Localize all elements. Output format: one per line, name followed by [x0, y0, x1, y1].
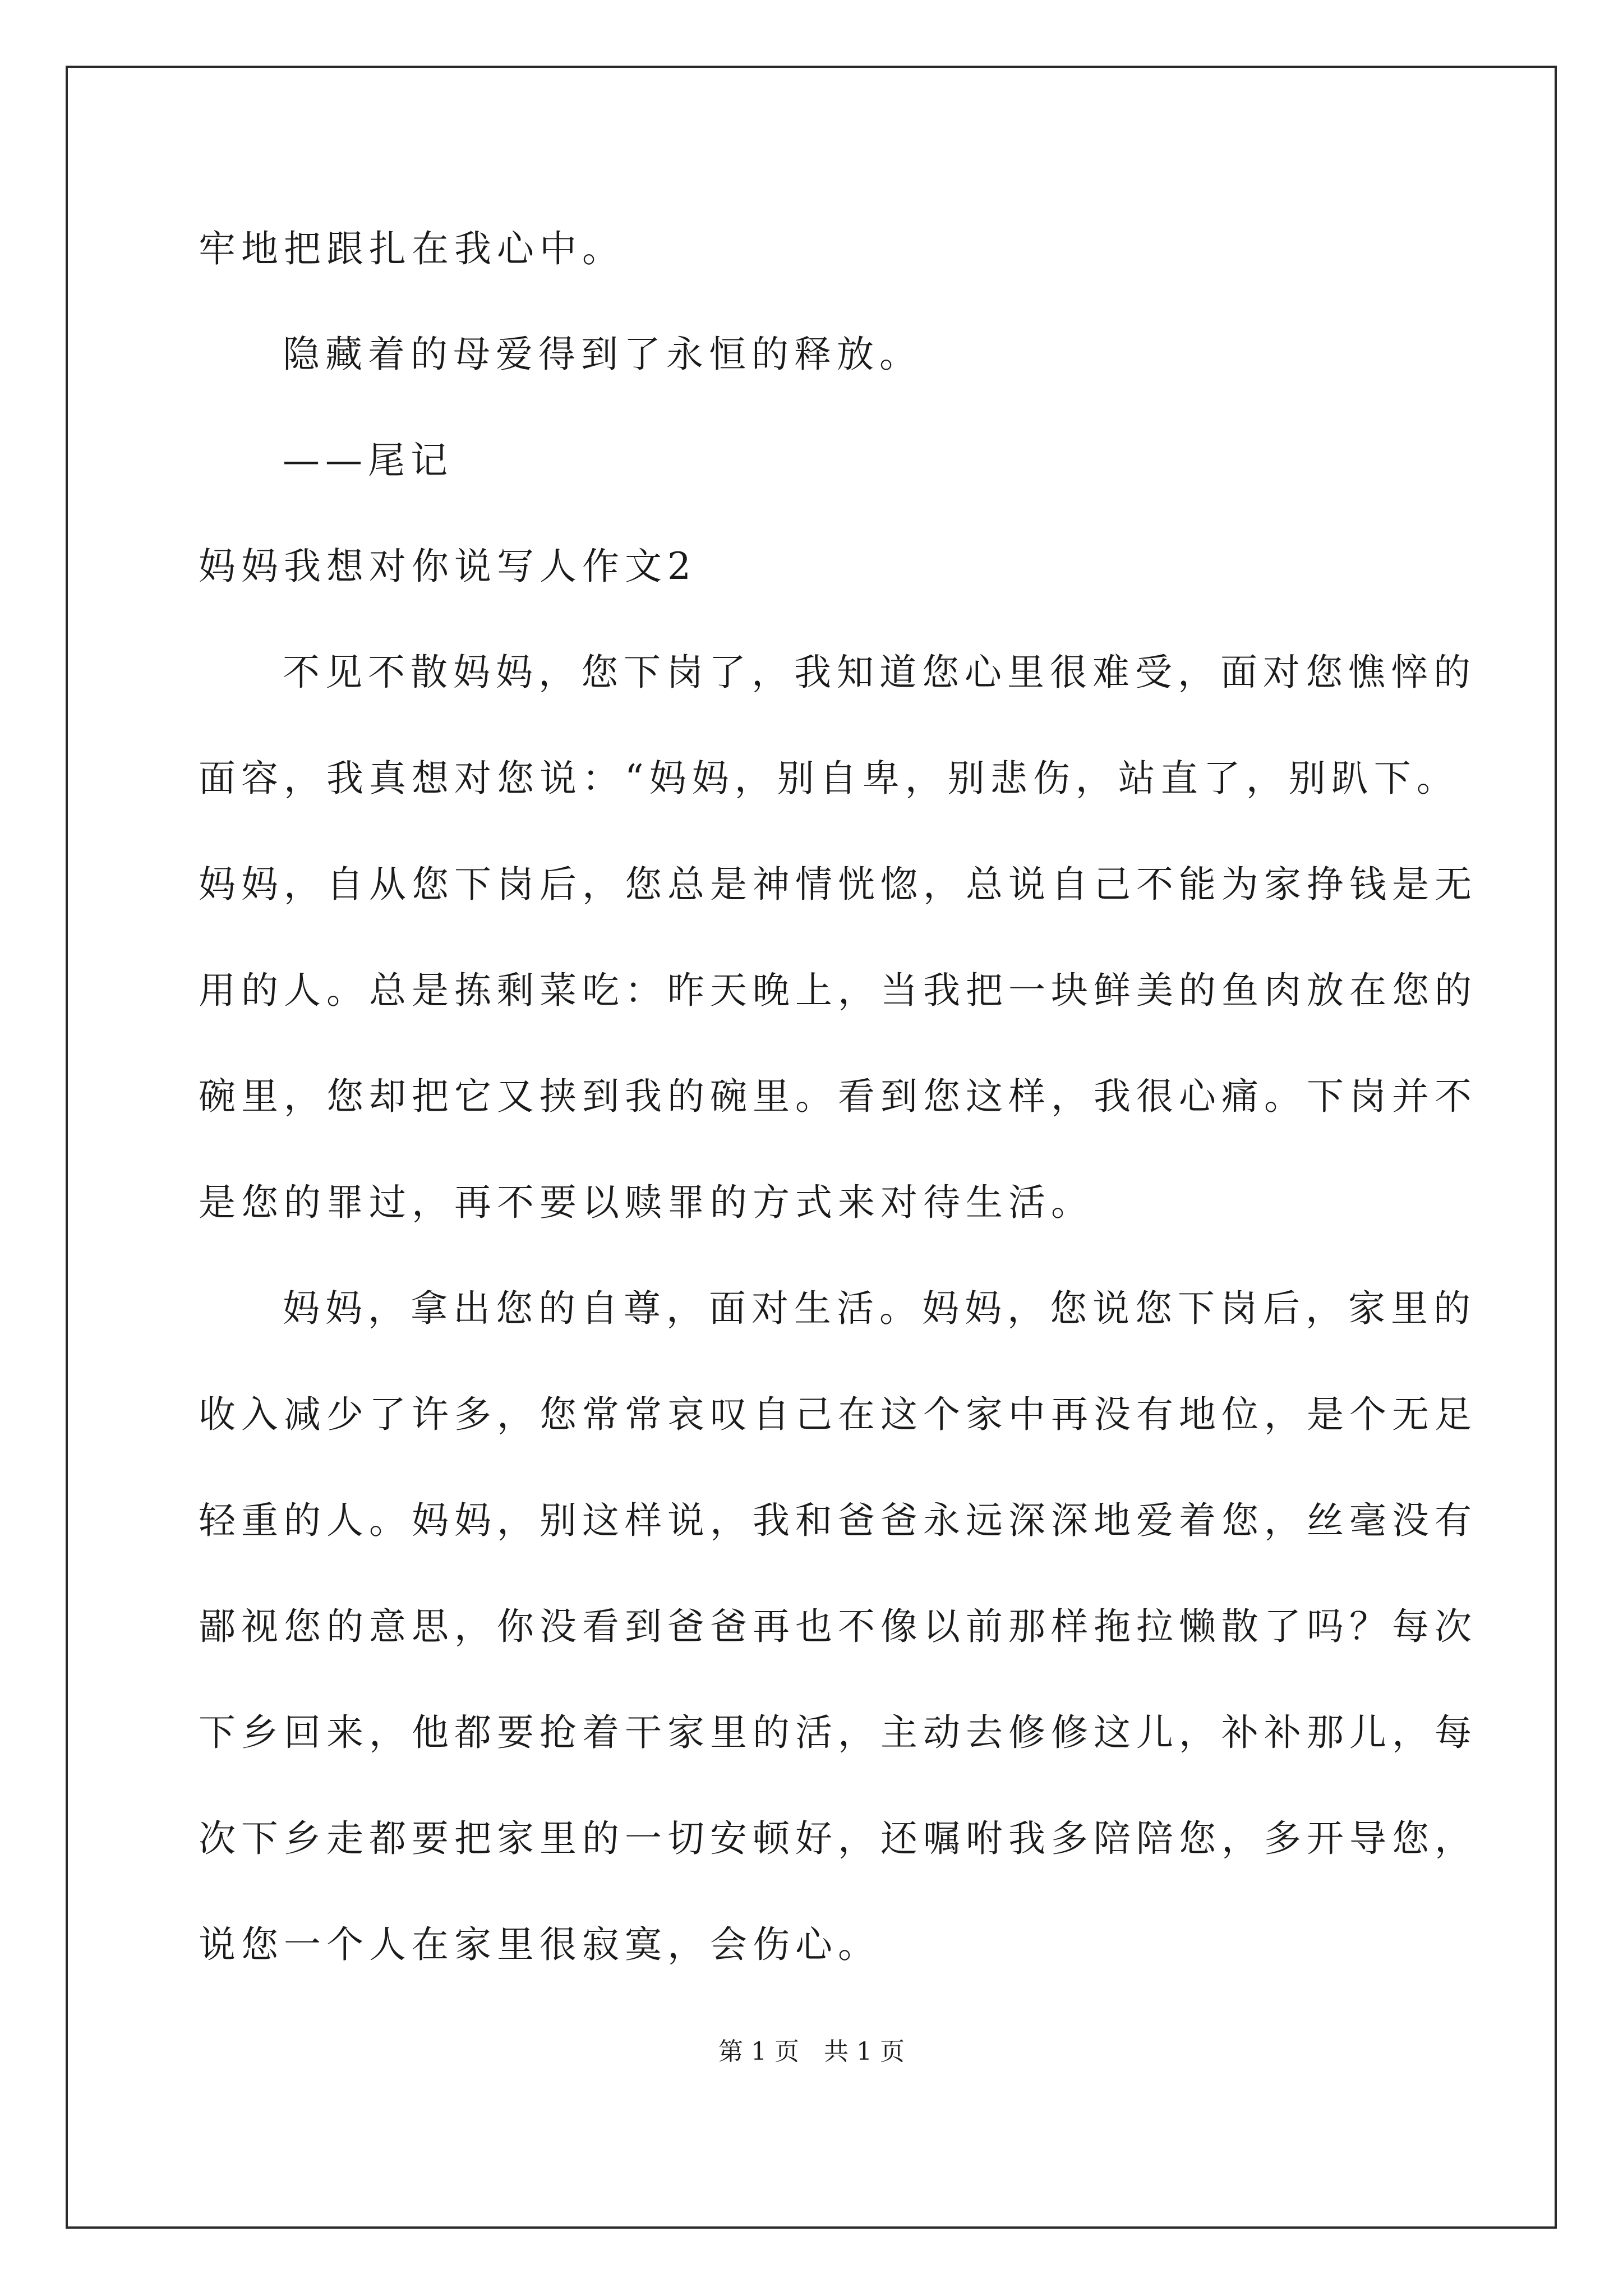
- text-line: 妈妈，拿出您的自尊，面对生活。妈妈，您说您下岗后，家里的: [283, 1287, 1476, 1330]
- text-line: 不见不散妈妈，您下岗了，我知道您心里很难受，面对您憔悴的: [283, 651, 1476, 694]
- text-line-continuation: 牢地把跟扎在我心中。: [199, 227, 625, 270]
- page-border: [66, 66, 1557, 2229]
- text-line: 次下乡走都要把家里的一切安顿好，还嘱咐我多陪陪您，多开导您，: [199, 1817, 1477, 1860]
- page-number-footer: 第 1 页 共 1 页: [718, 2037, 905, 2066]
- text-line: 用的人。总是拣剩菜吃：昨天晚上，当我把一块鲜美的鱼肉放在您的: [199, 969, 1477, 1012]
- text-line: 下乡回来，他都要抢着干家里的活，主动去修修这儿，补补那儿，每: [199, 1711, 1477, 1754]
- text-line: 是您的罪过，再不要以赎罪的方式来对待生活。: [199, 1181, 1094, 1224]
- text-line-paragraph: 隐藏着的母爱得到了永恒的释放。: [283, 333, 922, 376]
- text-line: 轻重的人。妈妈，别这样说，我和爸爸永远深深地爱着您，丝毫没有: [199, 1499, 1477, 1542]
- text-line: 鄙视您的意思，你没看到爸爸再也不像以前那样拖拉懒散了吗？每次: [199, 1605, 1477, 1648]
- text-line: 面容，我真想对您说：“妈妈，别自卑，别悲伤，站直了，别趴下。: [199, 757, 1459, 800]
- essay-title: 妈妈我想对你说写人作文2: [199, 545, 697, 588]
- text-line: 说您一个人在家里很寂寞，会伤心。: [199, 1923, 880, 1966]
- text-line: 碗里，您却把它又挟到我的碗里。看到您这样，我很心痛。下岗并不: [199, 1075, 1477, 1118]
- text-line: 妈妈，自从您下岗后，您总是神情恍惚，总说自己不能为家挣钱是无: [199, 863, 1477, 906]
- text-line-signature: ——尾记: [283, 439, 453, 482]
- text-line: 收入减少了许多，您常常哀叹自己在这个家中再没有地位，是个无足: [199, 1393, 1477, 1436]
